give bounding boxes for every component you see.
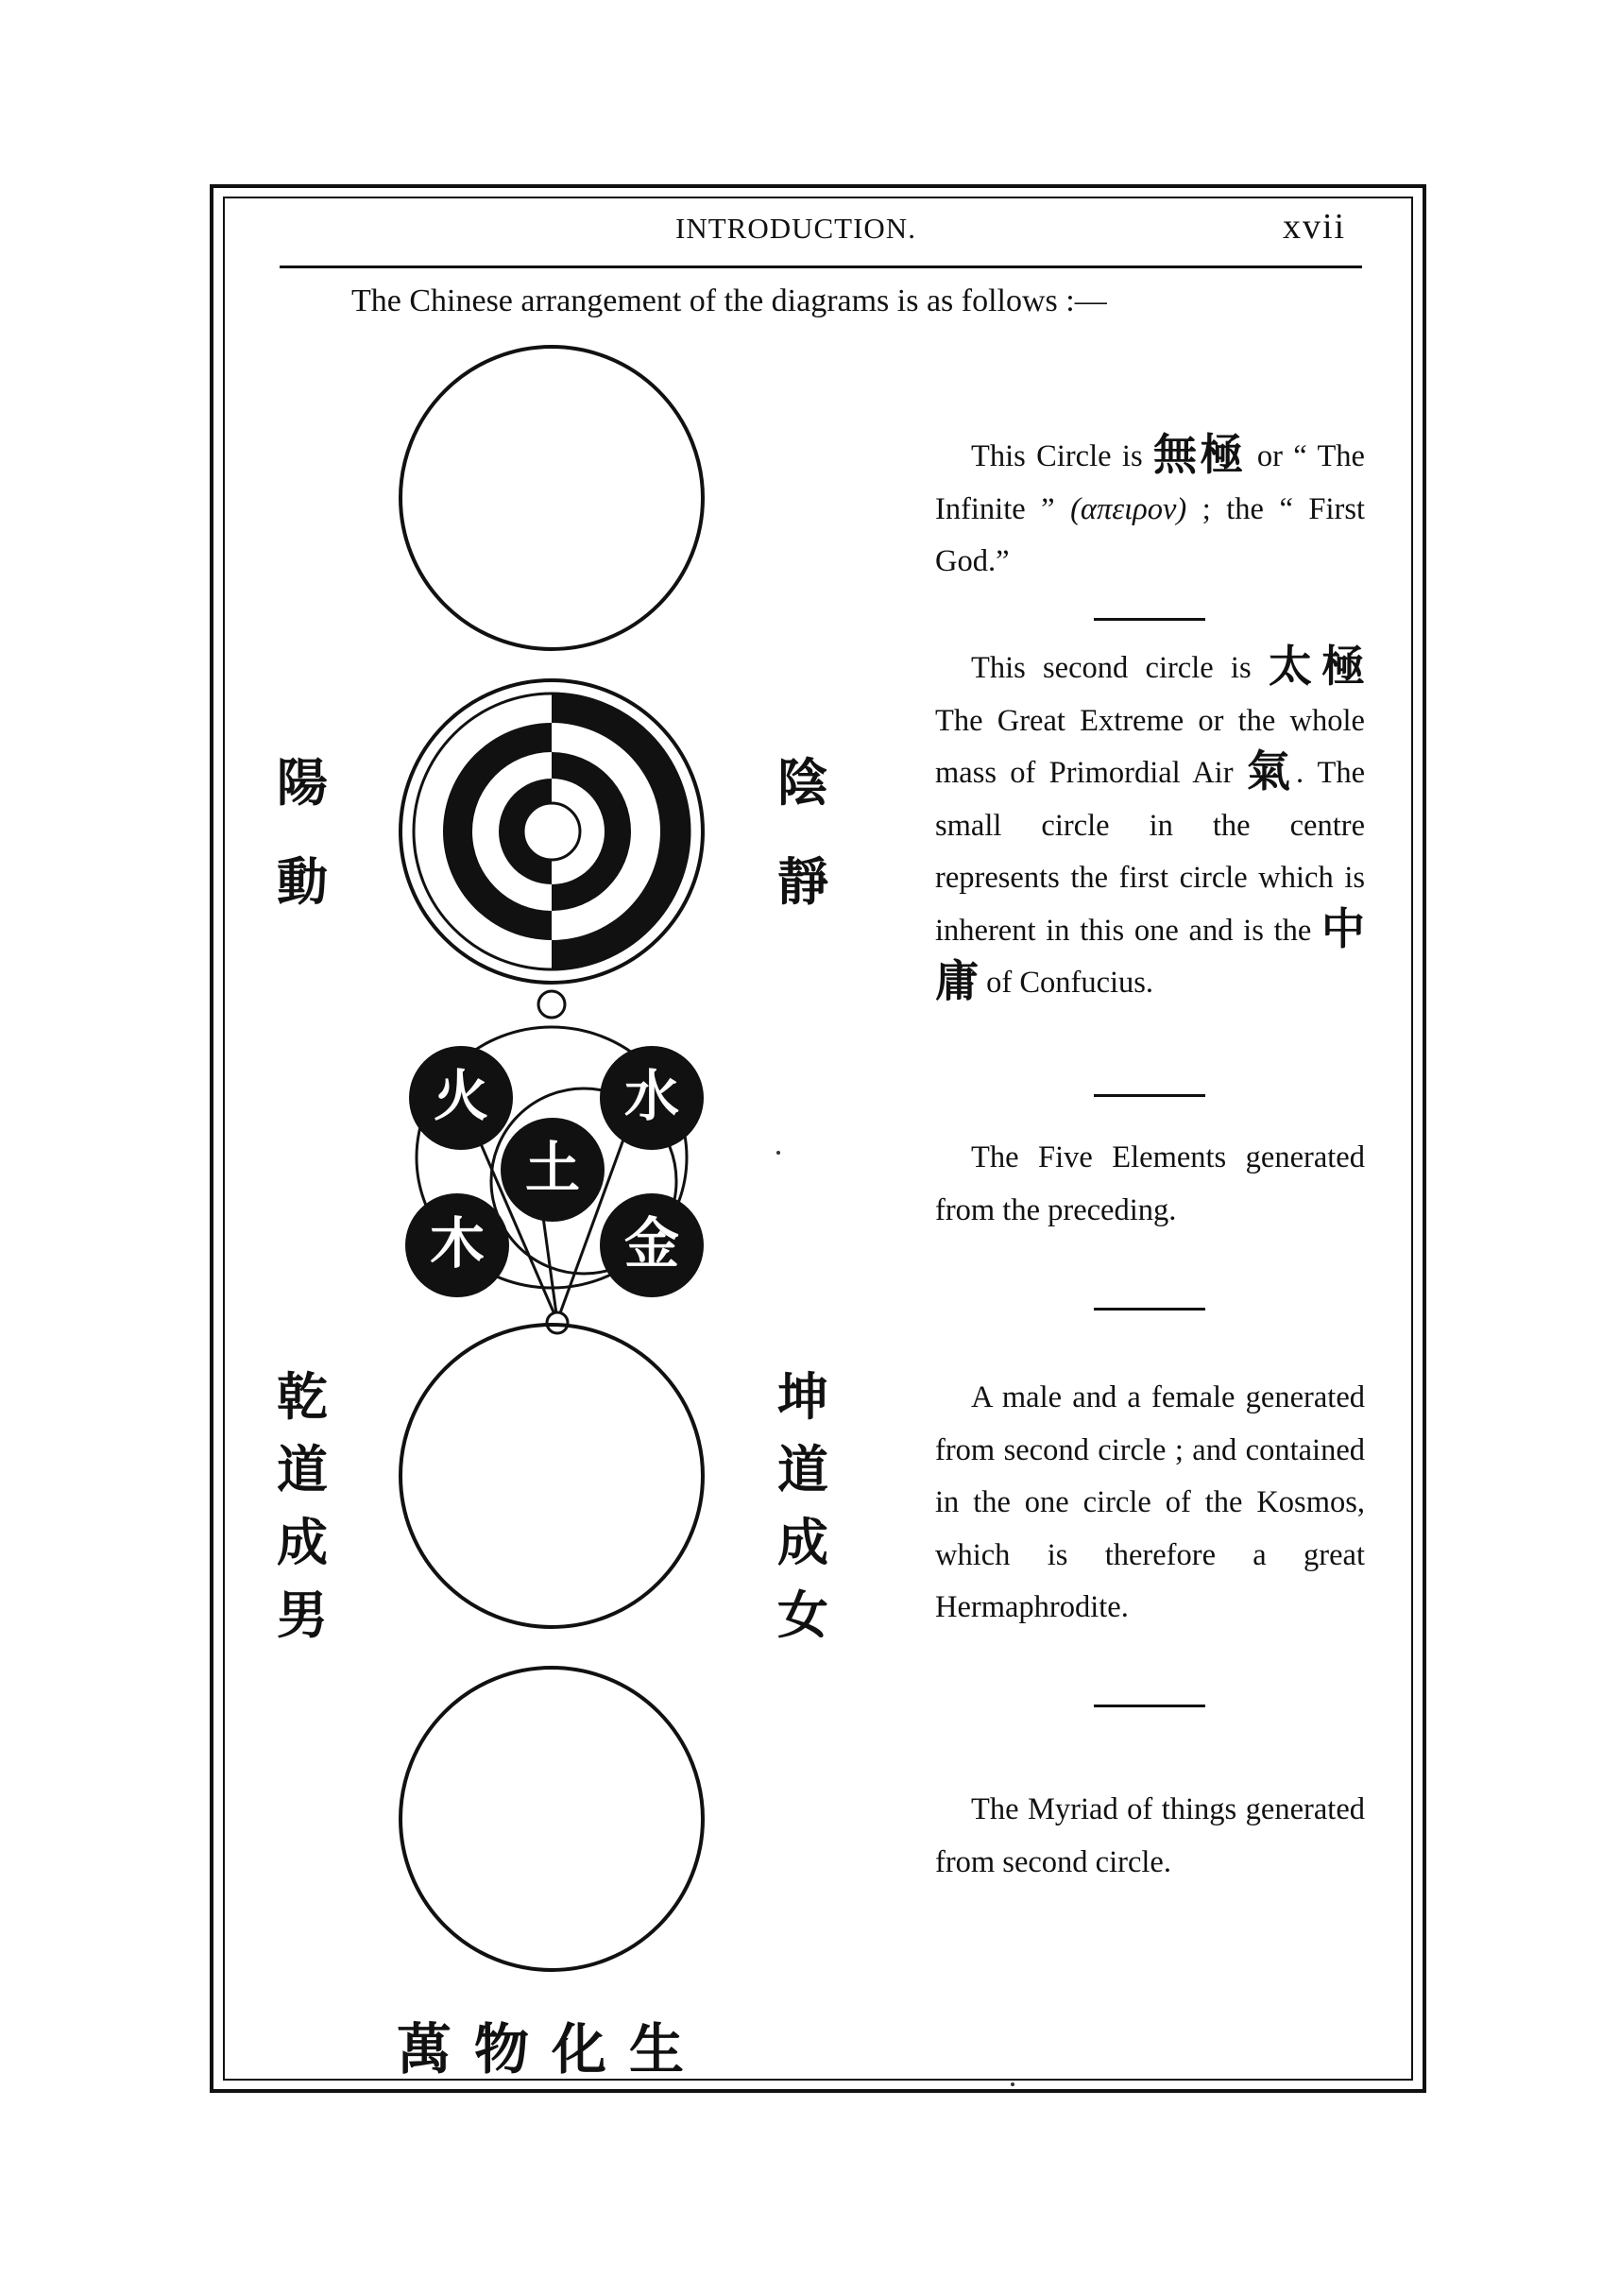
section-rule	[1094, 1705, 1205, 1707]
label-qian-male: 乾 道 成 男	[277, 1367, 328, 1645]
element-water-label: 水	[623, 1064, 680, 1128]
element-fire-label: 火	[433, 1064, 489, 1128]
note-myriad: The Myriad of things generated from second circle.	[935, 1792, 1365, 1879]
running-head: INTRODUCTION.	[675, 212, 916, 245]
zhongyong-hanzi: 中庸	[935, 902, 1365, 1006]
label-yin-rests: 陰 靜	[777, 753, 828, 912]
kosmos-circle	[400, 1325, 703, 1627]
qi-hanzi: 氣	[1246, 745, 1297, 797]
label-kun-female: 坤 道 成 女	[777, 1367, 828, 1645]
connector-knob	[538, 991, 565, 1018]
intro-sentence: The Chinese arrangement of the diagrams is as follows :—	[351, 283, 1107, 318]
myriad-circle	[400, 1668, 703, 1970]
taiji-hanzi: 太極	[1268, 641, 1365, 692]
note-five-elements: The Five Elements generated from the preceding.	[935, 1140, 1365, 1227]
page-number: xvii	[1283, 207, 1347, 247]
section-rule	[1094, 1308, 1205, 1311]
scan-speck	[1011, 2082, 1014, 2086]
element-metal-label: 金	[623, 1211, 680, 1276]
label-yang-moves: 陽 動	[277, 753, 328, 912]
element-wood-label: 木	[429, 1211, 486, 1276]
greek-apeiron: (απειρον)	[1070, 491, 1187, 526]
section-rule	[1094, 1094, 1205, 1097]
wuji-circle	[400, 347, 703, 649]
label-myriad-things: 萬物化生	[397, 2017, 707, 2082]
note-male-female: A male and a female generated from second circle ; and contained in the one circle of the Kosmos, which is therefore a great Hermaphrodite.	[935, 1380, 1365, 1624]
five-elements-group	[405, 1027, 704, 1333]
scan-speck	[776, 1151, 780, 1155]
wuji-hanzi: 無極	[1152, 429, 1247, 480]
note-first-circle: This Circle is 無極 or “ The Infinite ” (απειρον) ; the “ First God.”	[935, 429, 1366, 578]
note-second-circle: This second circle is 太極 The Great Extreme or the whole mass of Primordial Air 氣. The small circle in the centre represents the first circle which is inherent in this one and is the 中庸 of Confucius.	[935, 641, 1366, 1006]
element-earth-label: 土	[524, 1136, 581, 1200]
section-rule	[1094, 618, 1205, 621]
taiji-circle	[400, 680, 703, 983]
